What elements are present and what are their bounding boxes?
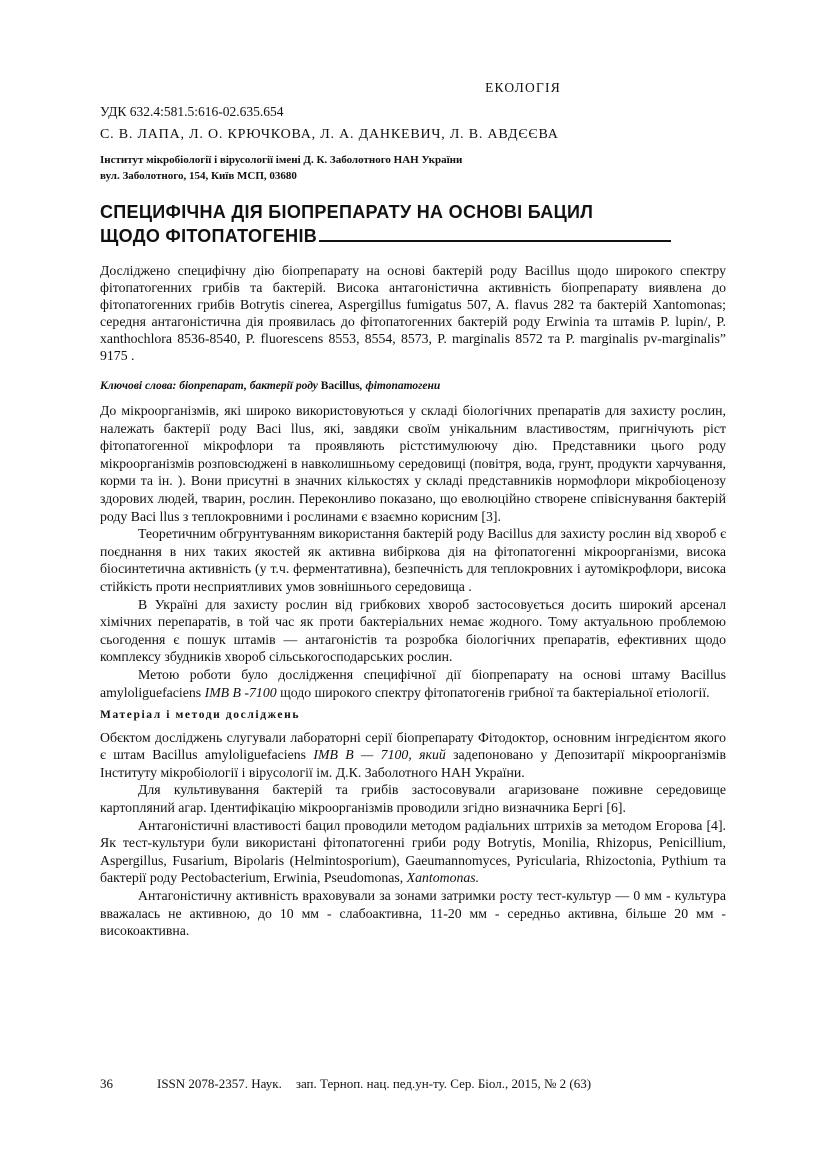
keywords: [100, 380, 440, 392]
paragraph-4-text-a: Метою роботи було дослідження специфічної дії біопрепарату на основі штаму Bacillus amyloliguefaciens: [100, 666, 726, 700]
paragraph-5-text-a: Обєктом досліджень слугували лабораторні серії біопрепарату Фітодоктор, основним інгредієнтом якого є штам Bacillus amyloliguefaciens: [100, 729, 726, 763]
institution-address: вул. Заболотного, 154, Київ МСП, 03680: [100, 170, 297, 182]
paragraph-1: До мікроорганізмів, які широко використовуються у складі біологічних препаратів для захисту рослин, належать бактерії роду Baci llus, які, завдяки своїм унікальним властивостям, пригнічують ріст фітопатогенної мікрофлори та проявляють рістстимулюючу дію. Представники цього роду мікроорганізмів розповсюджені в навколишньому середовищі (повітря, вода, грунт, продукти харчування, корми та ін. ). Вони присутні в значних кількостях у складі представників нормофлори мікробіоценозу здорових людей, тварин, рослин. Переконливо показано, що еволюційно створене співіснування бактерій роду Baci llus з теплокровними і рослинами є взаємно корисним [3].: [100, 403, 726, 524]
keywords-lead: Ключові слова: біопрепарат, бактерії роду: [100, 380, 321, 392]
institution-name: Інститут мікробіології і вірусології імені Д. К. Заболотного НАН України: [100, 154, 463, 166]
journal-citation: зап. Терноп. нац. пед.ун-ту. Сер. Біол., 2015, № 2 (63): [295, 1076, 592, 1091]
paragraph-2: Теоретичним обгрунтуванням використання бактерій роду Bacillus для захисту рослин від хвороб є поєднання в них таких якостей як активна вибіркова дія на фітопатогенні мікроорганізми, висока біосинтетична активність (у т.ч. ферментативна), безпечність для теплокровних і аутомікрофлори, висока стійкість проти несприятливих умов зовнішнього середовища .: [100, 526, 726, 594]
authors-line: С. В. ЛАПА, Л. О. КРЮЧКОВА, Л. А. ДАНКЕВИЧ, Л. В. АВДЄЄВА: [100, 127, 559, 142]
paragraph-4: [100, 666, 726, 701]
page-number: 36: [100, 1076, 113, 1091]
title-line-2: ЩОДО ФІТОПАТОГЕНІВ: [100, 226, 318, 246]
paragraph-6: Для культивування бактерій та грибів застосовували агаризоване поживне середовище картопляний агар. Ідентифікацію мікроорганізмів проводили згідно визначника Бергі [6].: [100, 782, 726, 816]
title-line-2-wrap: [100, 224, 720, 248]
article-title: [100, 200, 720, 248]
paragraph-7: [100, 817, 726, 887]
article-body: [100, 402, 726, 940]
paragraph-7-text-a: Антагоністичні властивості бацил проводили методом радіальних штрихів за методом Егорова [4]. Як тест-культури були використані фітопатогенні гриби роду Botrytis, Monilia, Rhizopus, Penicillium, Aspergillus, Fusarium, Bipolaris (Helmintosporium), Gaeumannomyces, Pyricularia, Rhizoctonia, Pythium та бактерії роду Pectobacterium, Erwinia, Pseudomonas,: [100, 817, 726, 886]
paragraph-8: Антагоністичну активність враховували за зонами затримки росту тест-культур — 0 мм - культура вважалась не активною, до 10 мм - слабоактивна, 11-20 мм - середньо активна, більше 20 мм - високоактивна.: [100, 888, 726, 939]
keywords-genus: Bacillus: [320, 380, 360, 392]
paragraph-5-text-b: задепоновано у Депозитарії мікроорганізмів Інституту мікробіології і вірусології ім. Д.К. Заболотного НАН України.: [100, 747, 726, 780]
title-line-1: СПЕЦИФІЧНА ДІЯ БІОПРЕПАРАТУ НА ОСНОВІ БАЦИЛ: [100, 202, 594, 222]
page-footer: [100, 1076, 613, 1092]
issn: ISSN 2078-2357. Наук.: [157, 1076, 282, 1091]
institution-block: [100, 152, 462, 184]
genus-xantomonas: Xantomonas.: [406, 870, 480, 886]
paragraph-4-text-b: щодо широкого спектру фітопатогенів грибної та бактеріальної етіології.: [276, 684, 710, 700]
title-underline-rule: [319, 225, 671, 242]
methods-subheading: Матеріал і методи досліджень: [100, 709, 301, 722]
section-heading: ЕКОЛОГІЯ: [485, 80, 561, 95]
paragraph-5: [100, 729, 726, 782]
udk-code: УДК 632.4:581.5:616-02.635.654: [100, 104, 284, 119]
paragraph-3: В Україні для захисту рослин від грибкових хвороб застосовується досить широкий арсенал хімічних перепаратів, в той час як проти бактеріальних немає жодного. Тому актуальною проблемою сьогодення є пошук штамів — антагоністів та розробка біологічних препаратів, ефективних щодо комплексу збудників хвороб сільськогосподарських рослин.: [100, 596, 726, 665]
keywords-tail: , фітопатогени: [359, 380, 441, 392]
strain-name: IMB B -7100: [204, 684, 277, 700]
abstract: Досліджено специфічну дію біопрепарату на основі бактерій роду Bacillus щодо широкого спектру фітопатогенних грибів та бактерій. Висока антагоністична активність біопрепарату виявлена до фітопатогенних грибів Botrytis cinerea, Aspergillus fumigatus 507, A. flavus 282 та бактерій Xantomonas; середня антагоністична дія проявилась до фітопатогенних бактерій роду Erwinia та штамів P. lupin/, P. xanthochlora 8536-8540, P. fluorescens 8553, 8554, 8573, P. marginalis 8572 та P. marginalis pv-marginalis” 9175 .: [100, 263, 726, 363]
strain-name-2: IMB B — 7100,: [313, 747, 412, 763]
paragraph-5-mid: який: [411, 747, 454, 763]
